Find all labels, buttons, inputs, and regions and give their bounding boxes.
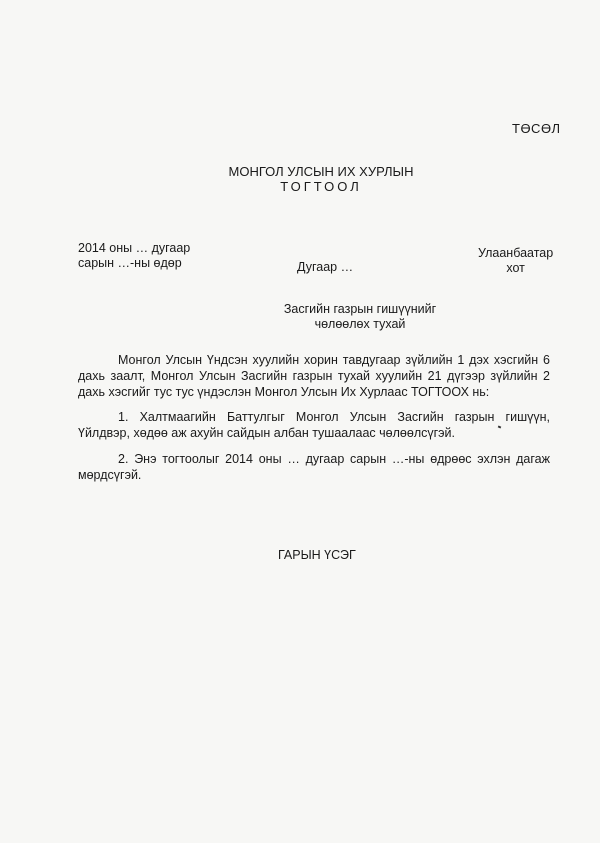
subject-line-1: Засгийн газрын гишүүнийг bbox=[283, 302, 437, 316]
date-block bbox=[78, 241, 190, 271]
organization-title: МОНГОЛ УЛСЫН ИХ ХУРЛЫН bbox=[228, 164, 414, 179]
document-type-title: ТОГТООЛ bbox=[280, 179, 362, 194]
signature-label: ГАРЫН ҮСЭГ bbox=[278, 548, 356, 562]
place-line-1: Улаанбаатар bbox=[478, 246, 554, 260]
draft-label: ТӨСӨЛ bbox=[512, 121, 561, 136]
place-block bbox=[478, 246, 553, 276]
intro-paragraph: Монгол Улсын Үндсэн хуулийн хорин тавдугаар зүйлийн 1 дэх хэсгийн 6 дахь заалт, Монгол Улсын Засгийн газрын тухай хуулийн 21 дүгээр зүйлийн 2 дахь хэсгийг тус тус үндэслэн Монгол Улсын Их Хурлаас ТОГТООХ нь: bbox=[78, 353, 550, 399]
date-line-2: сарын …-ны өдөр bbox=[78, 256, 182, 270]
document-number: Дугаар … bbox=[297, 260, 354, 274]
subject-line-2: чөлөөлөх тухай bbox=[314, 317, 406, 331]
resolution-item-2: 2. Энэ тогтоолыг 2014 оны … дугаар сарын …-ны өдрөөс эхлэн дагаж мөрдсүгэй. bbox=[78, 452, 550, 482]
date-line-1: 2014 оны … дугаар bbox=[78, 241, 191, 255]
place-line-2: хот bbox=[506, 261, 525, 275]
subject-title bbox=[270, 302, 450, 332]
resolution-item-1: 1. Халтмаагийн Баттулгыг Монгол Улсын Засгийн газрын гишүүн, Үйлдвэр, хөдөө аж ахуйн сайдын албан тушаалаас чөлөөлсүгэй. bbox=[78, 410, 550, 440]
